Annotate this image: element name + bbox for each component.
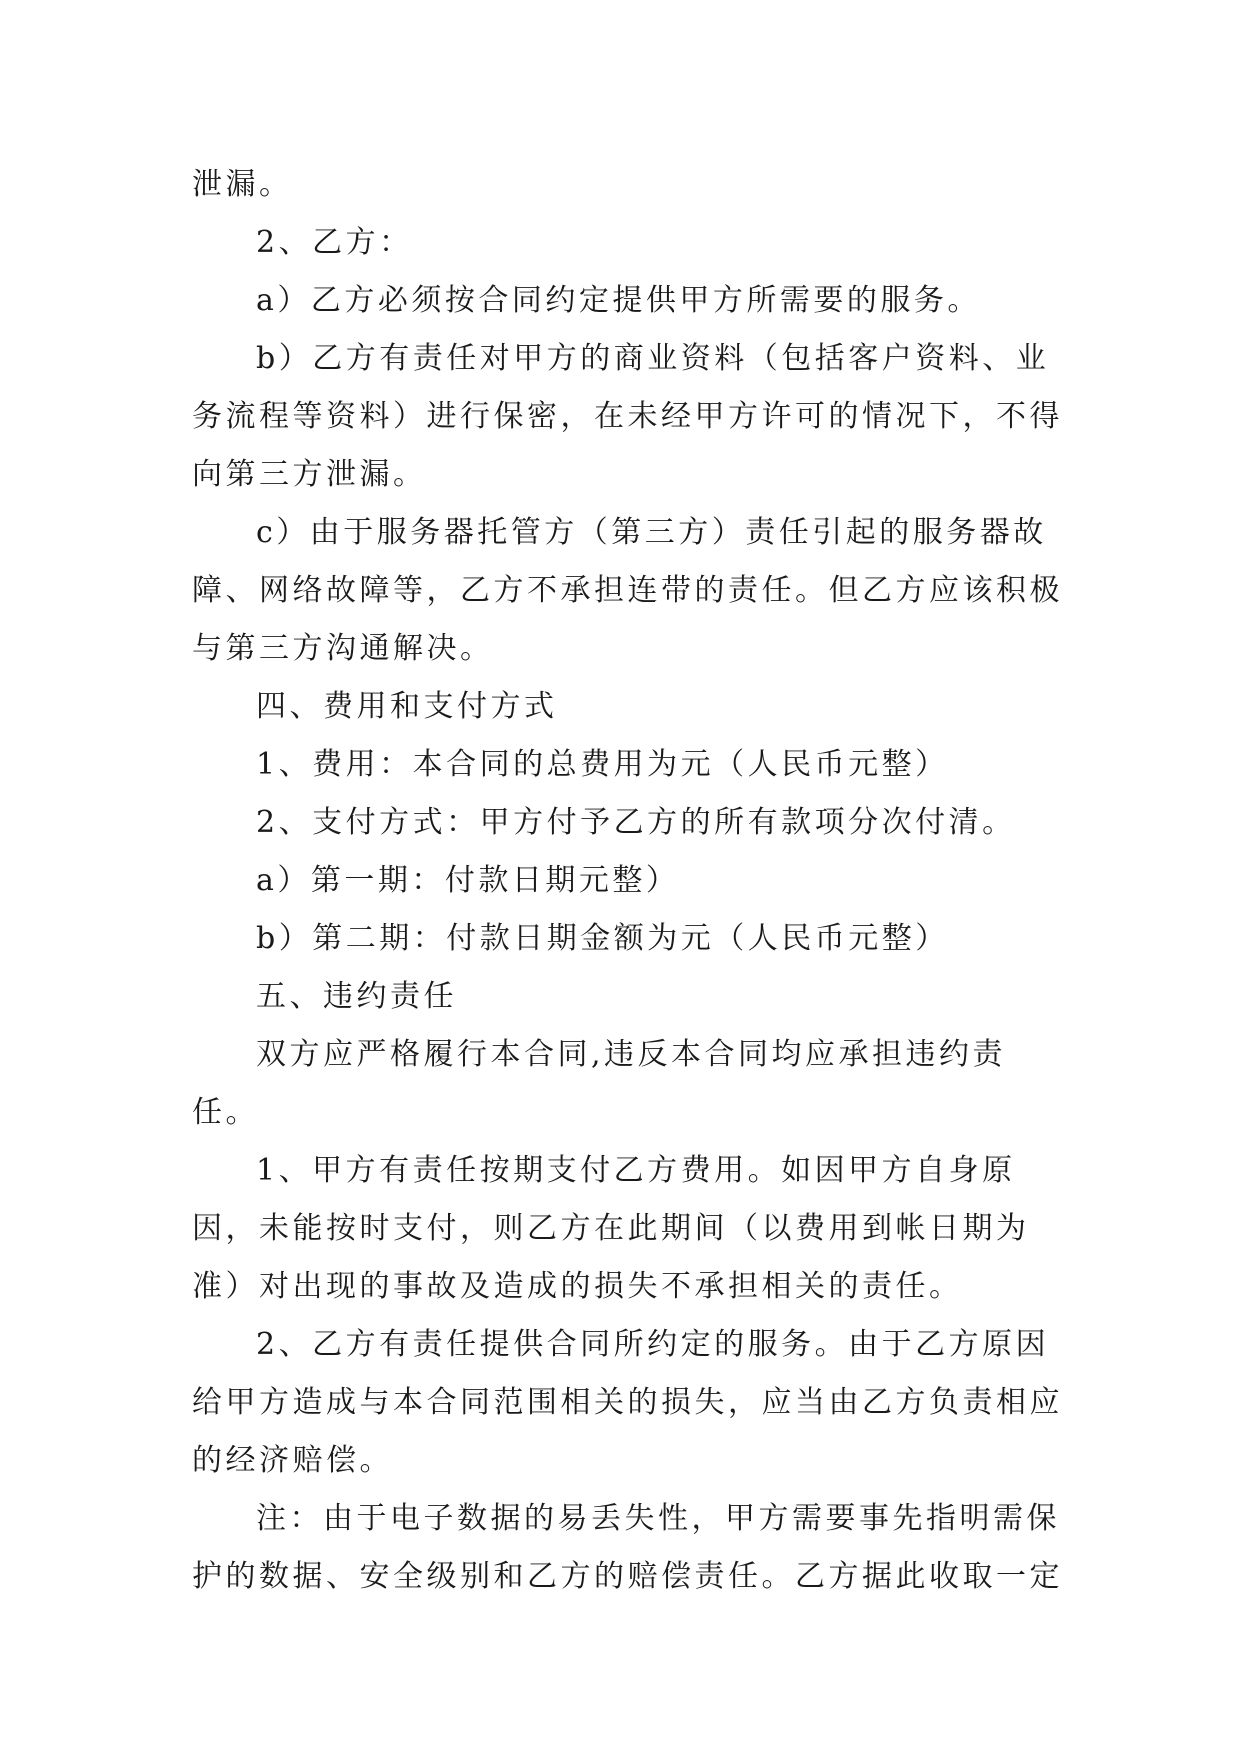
document-body — [192, 156, 1072, 1606]
paragraph-fees-phase-2: b）第二期：付款日期金额为元（人民币元整） — [256, 921, 949, 956]
paragraph-breach-1: 1、甲方有责任按期支付乙方费用。如因甲方自身原因，未能按时支付，则乙方在此期间（以费用到帐日期为准）对出现的事故及造成的损失不承担相关的责任。 — [192, 1153, 1030, 1304]
paragraph-fees-phase-1: a）第一期：付款日期元整） — [256, 863, 680, 898]
paragraph-fees-2: 2、支付方式：甲方付予乙方的所有款项分次付清。 — [256, 805, 1016, 840]
section-heading-breach: 五、违约责任 — [256, 979, 457, 1014]
paragraph-party-b-heading: 2、乙方： — [256, 225, 413, 260]
paragraph-breach-intro: 双方应严格履行本合同,违反本合同均应承担违约责任。 — [192, 1037, 1007, 1130]
paragraph-note: 注：由于电子数据的易丢失性，甲方需要事先指明需保护的数据、安全级别和乙方的赔偿责任。乙方据此收取一定 — [192, 1501, 1063, 1594]
paragraph-breach-2: 2、乙方有责任提供合同所约定的服务。由于乙方原因给甲方造成与本合同范围相关的损失，应当由乙方负责相应的经济赔偿。 — [192, 1327, 1063, 1478]
paragraph-fees-1: 1、费用：本合同的总费用为元（人民币元整） — [256, 747, 949, 782]
paragraph-party-b-c: c）由于服务器托管方（第三方）责任引起的服务器故障、网络故障等，乙方不承担连带的责任。但乙方应该积极与第三方沟通解决。 — [192, 515, 1063, 666]
paragraph-party-b-a: a）乙方必须按合同约定提供甲方所需要的服务。 — [256, 283, 981, 318]
paragraph-continuation: 泄漏。 — [192, 167, 293, 202]
section-heading-fees: 四、费用和支付方式 — [256, 689, 558, 724]
paragraph-party-b-b: b）乙方有责任对甲方的商业资料（包括客户资料、业务流程等资料）进行保密，在未经甲方许可的情况下，不得向第三方泄漏。 — [192, 341, 1063, 492]
